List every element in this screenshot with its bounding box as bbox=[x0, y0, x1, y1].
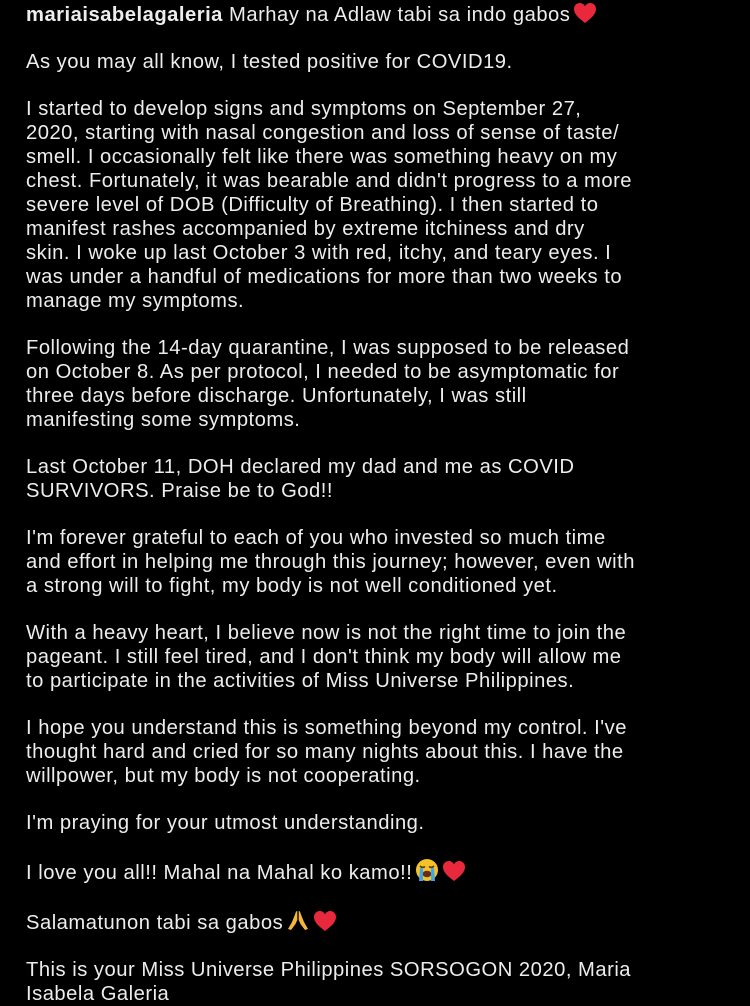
paragraph: I'm praying for your utmost understanding. bbox=[26, 812, 425, 834]
paragraph: I started to develop signs and symptoms on September 27, 2020, starting with nasal congestion and loss of sense of taste/ smell. I occasionally felt like there was something heavy on my chest. Fortunately, it was bearable and didn't progress to a more severe level of DOB (Difficulty of Breathing). I then started to manifest rashes accompanied by extreme itchiness and dry skin. I woke up last October 3 with red, itchy, and teary eyes. I was under a handful of medications for more than two weeks to manage my symptoms. bbox=[26, 98, 633, 312]
loudly-crying-face-icon bbox=[415, 858, 439, 882]
red-heart-icon bbox=[313, 910, 337, 932]
closing-signature: This is your Miss Universe Philippines SORSOGON 2020, Maria Isabela Galeria bbox=[26, 959, 632, 1005]
thanks-line bbox=[26, 908, 732, 935]
paragraph: Last October 11, DOH declared my dad and me as COVID SURVIVORS. Praise be to God!! bbox=[26, 456, 575, 502]
paragraph: I hope you understand this is something beyond my control. I've thought hard and cried for so many nights about this. I have the willpower, but my body is not cooperating. bbox=[26, 717, 627, 787]
post-caption bbox=[26, 2, 732, 1006]
red-heart-icon bbox=[442, 860, 466, 882]
paragraph: I'm forever grateful to each of you who invested so much time and effort in helping me through this journey; however, even with a strong will to fight, my body is not well conditioned yet. bbox=[26, 527, 635, 597]
folded-hands-icon bbox=[286, 908, 310, 932]
paragraph: Following the 14-day quarantine, I was supposed to be released on October 8. As per protocol, I needed to be asymptomatic for three days before discharge. Unfortunately, I was still manifesting some symptoms. bbox=[26, 337, 630, 431]
caption-first-line: Marhay na Adlaw tabi sa indo gabos bbox=[229, 4, 571, 26]
paragraph: As you may all know, I tested positive for COVID19. bbox=[26, 51, 513, 73]
red-heart-icon bbox=[573, 2, 597, 24]
thanks-line-text: Salamatunon tabi sa gabos bbox=[26, 912, 284, 934]
caption-header bbox=[26, 2, 732, 27]
paragraph: With a heavy heart, I believe now is not the right time to join the pageant. I still feel tired, and I don't think my body will allow me to participate in the activities of Miss Universe Philippines. bbox=[26, 622, 627, 692]
username-link[interactable]: mariaisabelagaleria bbox=[26, 4, 223, 26]
love-line bbox=[26, 858, 732, 885]
love-line-text: I love you all!! Mahal na Mahal ko kamo!! bbox=[26, 862, 413, 884]
